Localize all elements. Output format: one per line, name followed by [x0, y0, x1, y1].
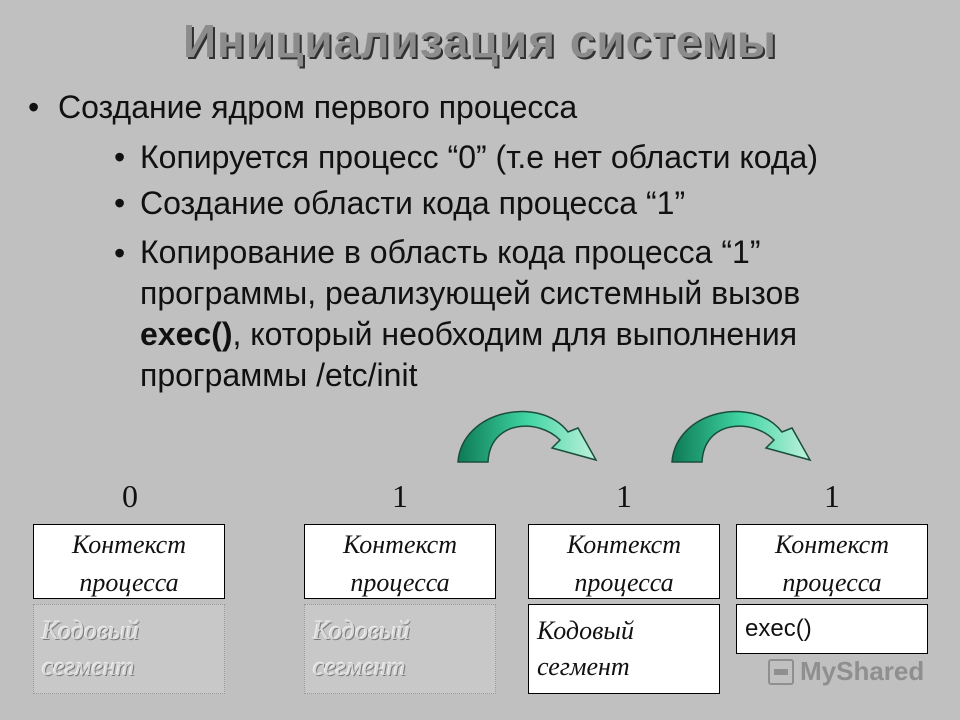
context-box-0 — [33, 524, 225, 599]
curved-arrow-icon — [672, 412, 810, 462]
code-line1: Кодовый — [313, 616, 410, 645]
context-line1: Контекст — [567, 530, 681, 559]
process-label-0: 0 — [122, 478, 138, 514]
sub-bullet-2 — [114, 182, 894, 224]
code-line1: Кодовый — [537, 616, 634, 645]
sub-bullet-3-line4: программы /etc/init — [140, 357, 418, 393]
process-label-3: 1 — [824, 478, 840, 514]
context-line2: процесса — [782, 568, 882, 597]
code-line1: Кодовый — [42, 616, 139, 645]
bullet-symbol: • — [114, 185, 126, 221]
code-segment-2 — [528, 604, 720, 694]
context-line1: Контекст — [72, 530, 186, 559]
context-line2: процесса — [350, 568, 450, 597]
exec-code-box — [736, 604, 928, 654]
code-line2: сегмент — [42, 652, 135, 681]
curved-arrow-icon — [458, 412, 596, 462]
code-segment-1-empty — [304, 604, 496, 694]
code-line2: сегмент — [537, 652, 630, 681]
sub-bullet-3 — [114, 232, 894, 396]
context-line2: процесса — [79, 568, 179, 597]
code-segment-0-empty — [33, 604, 225, 694]
sub-bullet-1 — [114, 136, 894, 178]
code-line2: сегмент — [313, 652, 406, 681]
watermark — [768, 656, 924, 687]
main-bullet-text: Создание ядром первого процесса — [58, 89, 578, 125]
exec-label: exec() — [745, 615, 812, 642]
sub-bullet-3-line3: , который необходим для выполнения — [232, 316, 798, 352]
bullet-symbol: • — [28, 89, 40, 125]
sub-bullet-1-text: Копируется процесс “0” (т.е нет области кода) — [140, 139, 818, 175]
watermark-text: MyShared — [800, 656, 925, 686]
sub-bullet-3-text — [140, 232, 894, 396]
sub-bullet-2-text: Создание области кода процесса “1” — [140, 185, 686, 221]
exec-call: exec() — [140, 316, 233, 352]
context-box-1 — [304, 524, 496, 599]
slide-title: Инициализация системы — [182, 15, 778, 67]
bullet-symbol: • — [114, 235, 126, 271]
context-line1: Контекст — [343, 530, 457, 559]
bullet-symbol: • — [114, 139, 126, 175]
sub-bullet-3-line2: программы, реализующей системный вызов — [140, 275, 801, 311]
process-label-1: 1 — [392, 478, 408, 514]
sub-bullet-3-line1: Копирование в область кода процесса “1” — [140, 234, 761, 270]
context-line1: Контекст — [775, 530, 889, 559]
process-label-2: 1 — [616, 478, 632, 514]
context-box-2 — [528, 524, 720, 599]
logo-icon — [768, 659, 794, 685]
context-box-3 — [736, 524, 928, 599]
context-line2: процесса — [574, 568, 674, 597]
